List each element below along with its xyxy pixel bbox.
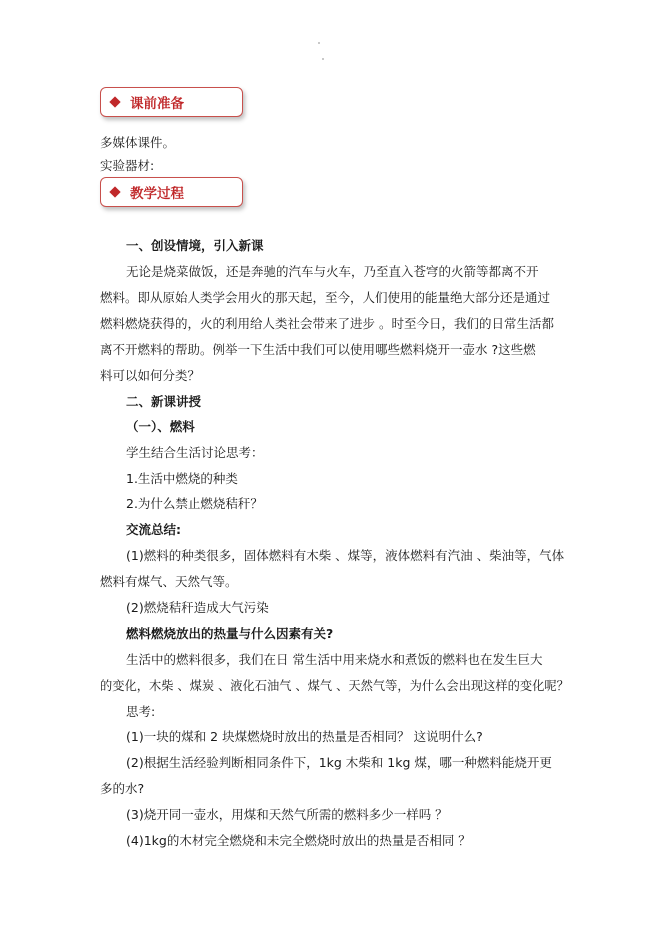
paragraph-line: 燃料。即从原始人类学会用火的那天起，至今，人们使用的能量绝大部分还是通过 <box>100 290 551 305</box>
list-item: (4)1kg的木材完全燃烧和未完全燃烧时放出的热量是否相同 ？ <box>126 833 471 848</box>
paragraph-line: 离不开燃料的帮助。例举一下生活中我们可以使用哪些燃料烧开一壶水 ?这些燃 <box>100 342 536 357</box>
list-item: 1.生活中燃烧的种类 <box>126 471 238 486</box>
diamond-bullet-icon <box>109 96 120 107</box>
list-item: (2)根据生活经验判断相同条件下，1kg 木柴和 1kg 煤，哪一种燃料能烧开更 <box>126 755 552 770</box>
heading: 燃料燃烧放出的热量与什么因素有关? <box>126 626 334 641</box>
list-item: 多的水? <box>100 781 145 796</box>
diamond-bullet-icon <box>109 186 120 197</box>
paragraph-line: 料可以如何分类？ <box>100 368 201 383</box>
subheading: 交流总结: <box>126 522 181 537</box>
section-title: 课前准备 <box>130 96 184 112</box>
paragraph-line: 燃料有煤气、天然气等。 <box>100 574 238 589</box>
paragraph-line: 思考: <box>126 704 156 719</box>
list-item: 2.为什么禁止燃烧秸秆？ <box>126 496 263 511</box>
subheading: （一）、燃料 <box>126 419 195 434</box>
text-line: 实验器材: <box>100 158 155 173</box>
heading: 二、新课讲授 <box>126 394 202 409</box>
list-item: (1)一块的煤和 2 块煤燃烧时放出的热量是否相同？ 这说明什么? <box>126 729 483 744</box>
paragraph-line: 燃料燃烧获得的，火的利用给人类社会带来了进步 。时至今日，我们的日常生活都 <box>100 316 554 331</box>
paragraph-line: (2)燃烧秸秆造成大气污染 <box>126 600 269 615</box>
paragraph-line: (1)燃料的种类很多，固体燃料有木柴 、煤等，液体燃料有汽油 、柴油等，气体 <box>126 548 565 563</box>
section-header-prep <box>100 87 243 117</box>
list-item: (3)烧开同一壶水，用煤和天然气所需的燃料多少一样吗 ？ <box>126 807 448 822</box>
section-header-process <box>100 177 243 207</box>
paragraph-line: 无论是烧菜做饭，还是奔驰的汽车与火车，乃至直入苍穹的火箭等都离不开 <box>126 264 539 279</box>
section-title: 教学过程 <box>130 186 184 202</box>
heading: 一、创设情境，引入新课 <box>126 238 264 253</box>
decoration-dot <box>322 58 324 60</box>
paragraph-line: 学生结合生活讨论思考： <box>126 445 264 460</box>
decoration-dot <box>318 42 320 44</box>
paragraph-line: 的变化，木柴 、煤炭 、液化石油气 、煤气 、天然气等，为什么会出现这样的变化呢？ <box>100 679 569 693</box>
text-line: 多媒体课件。 <box>100 135 176 150</box>
paragraph-line: 生活中的燃料很多，我们在日 常生活中用来烧水和煮饭的燃料也在发生巨大 <box>126 652 543 667</box>
